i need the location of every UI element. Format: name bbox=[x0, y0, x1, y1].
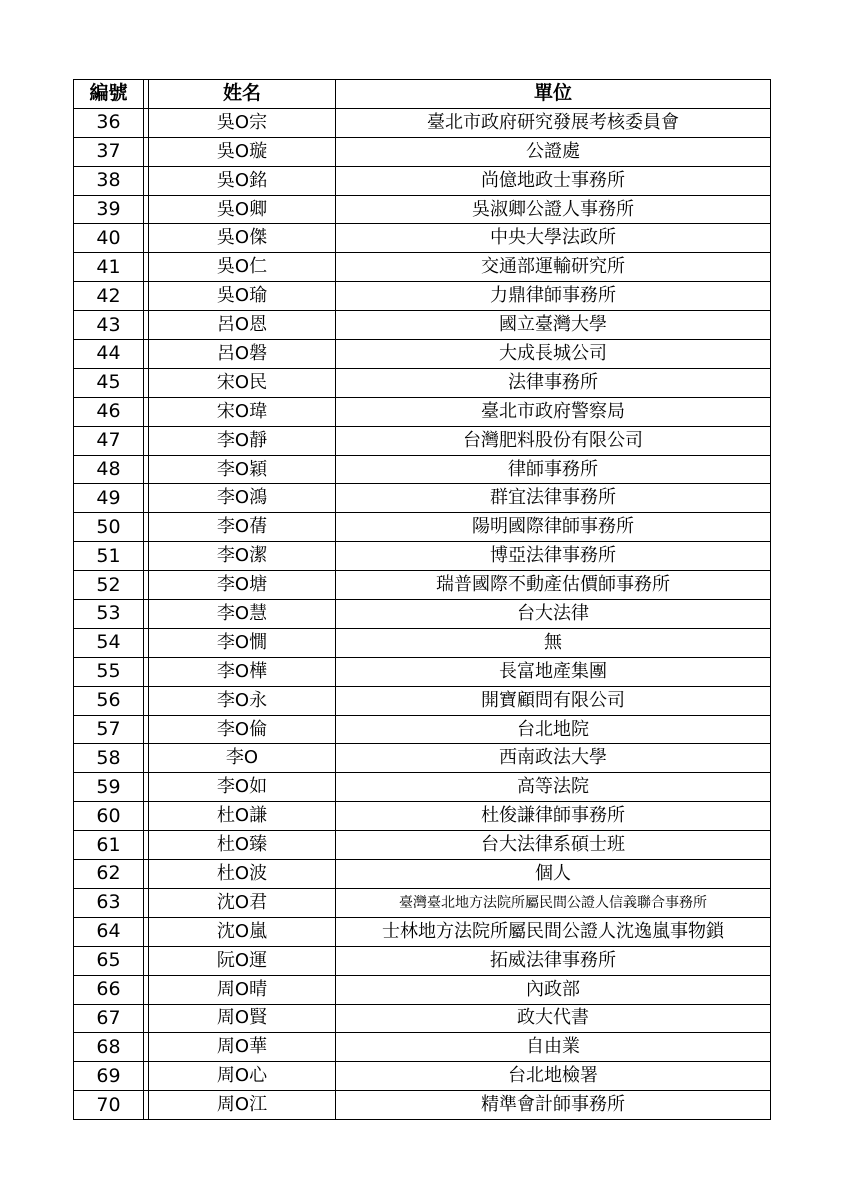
row-unit: 內政部 bbox=[336, 975, 771, 1004]
table-row bbox=[74, 340, 771, 369]
header-name: 姓名 bbox=[149, 80, 336, 109]
row-number: 68 bbox=[74, 1033, 144, 1062]
table-row bbox=[74, 1004, 771, 1033]
row-number: 56 bbox=[74, 686, 144, 715]
table-row bbox=[74, 484, 771, 513]
row-name: 李O憪 bbox=[149, 628, 336, 657]
row-number: 62 bbox=[74, 860, 144, 889]
table-row bbox=[74, 397, 771, 426]
row-unit: 國立臺灣大學 bbox=[336, 311, 771, 340]
table-row bbox=[74, 917, 771, 946]
row-number: 49 bbox=[74, 484, 144, 513]
table-row bbox=[74, 888, 771, 917]
table-row bbox=[74, 426, 771, 455]
row-number: 51 bbox=[74, 542, 144, 571]
table-row bbox=[74, 744, 771, 773]
row-number: 52 bbox=[74, 571, 144, 600]
header-unit: 單位 bbox=[336, 80, 771, 109]
row-unit: 拓威法律事務所 bbox=[336, 946, 771, 975]
row-name: 周O賢 bbox=[149, 1004, 336, 1033]
row-number: 55 bbox=[74, 657, 144, 686]
table-row bbox=[74, 802, 771, 831]
row-unit: 杜俊謙律師事務所 bbox=[336, 802, 771, 831]
row-name: 宋O瑋 bbox=[149, 397, 336, 426]
row-name: 吳O璇 bbox=[149, 137, 336, 166]
row-number: 64 bbox=[74, 917, 144, 946]
row-number: 63 bbox=[74, 888, 144, 917]
table-row bbox=[74, 224, 771, 253]
table-row bbox=[74, 831, 771, 860]
row-unit: 力鼎律師事務所 bbox=[336, 282, 771, 311]
row-name: 周O江 bbox=[149, 1091, 336, 1120]
row-unit: 法律事務所 bbox=[336, 368, 771, 397]
row-name: 杜O謙 bbox=[149, 802, 336, 831]
row-unit: 士林地方法院所屬民間公證人沈逸嵐事物鎖 bbox=[336, 917, 771, 946]
row-number: 39 bbox=[74, 195, 144, 224]
row-number: 47 bbox=[74, 426, 144, 455]
row-number: 54 bbox=[74, 628, 144, 657]
row-name: 李O永 bbox=[149, 686, 336, 715]
roster-table bbox=[73, 79, 771, 1120]
row-name: 李O樺 bbox=[149, 657, 336, 686]
row-unit: 個人 bbox=[336, 860, 771, 889]
row-name: 呂O恩 bbox=[149, 311, 336, 340]
row-name: 周O華 bbox=[149, 1033, 336, 1062]
row-unit: 臺北市政府警察局 bbox=[336, 397, 771, 426]
row-number: 67 bbox=[74, 1004, 144, 1033]
row-number: 42 bbox=[74, 282, 144, 311]
row-unit: 政大代書 bbox=[336, 1004, 771, 1033]
table-row bbox=[74, 195, 771, 224]
row-name: 吳O傑 bbox=[149, 224, 336, 253]
table-row bbox=[74, 542, 771, 571]
row-number: 69 bbox=[74, 1062, 144, 1091]
table-row bbox=[74, 513, 771, 542]
table-row bbox=[74, 108, 771, 137]
row-name: 吳O仁 bbox=[149, 253, 336, 282]
table-row bbox=[74, 600, 771, 629]
table-row bbox=[74, 571, 771, 600]
row-unit: 尚億地政士事務所 bbox=[336, 166, 771, 195]
row-number: 41 bbox=[74, 253, 144, 282]
row-number: 40 bbox=[74, 224, 144, 253]
row-number: 53 bbox=[74, 600, 144, 629]
row-number: 45 bbox=[74, 368, 144, 397]
row-name: 李O慧 bbox=[149, 600, 336, 629]
row-name: 李O鴻 bbox=[149, 484, 336, 513]
row-number: 36 bbox=[74, 108, 144, 137]
row-unit: 交通部運輸研究所 bbox=[336, 253, 771, 282]
table-row bbox=[74, 715, 771, 744]
table-row bbox=[74, 686, 771, 715]
row-number: 61 bbox=[74, 831, 144, 860]
row-name: 杜O波 bbox=[149, 860, 336, 889]
row-name: 李O穎 bbox=[149, 455, 336, 484]
table-row bbox=[74, 311, 771, 340]
row-unit: 博亞法律事務所 bbox=[336, 542, 771, 571]
row-name: 沈O嵐 bbox=[149, 917, 336, 946]
row-unit: 群宜法律事務所 bbox=[336, 484, 771, 513]
row-unit: 大成長城公司 bbox=[336, 340, 771, 369]
row-unit: 西南政法大學 bbox=[336, 744, 771, 773]
row-name: 吳O卿 bbox=[149, 195, 336, 224]
row-number: 44 bbox=[74, 340, 144, 369]
row-number: 43 bbox=[74, 311, 144, 340]
row-unit: 台大法律 bbox=[336, 600, 771, 629]
row-number: 48 bbox=[74, 455, 144, 484]
table-row bbox=[74, 946, 771, 975]
row-unit: 台灣肥料股份有限公司 bbox=[336, 426, 771, 455]
table-row bbox=[74, 368, 771, 397]
row-unit: 開寶顧問有限公司 bbox=[336, 686, 771, 715]
table-row bbox=[74, 860, 771, 889]
row-unit: 台北地院 bbox=[336, 715, 771, 744]
table-row bbox=[74, 137, 771, 166]
row-unit: 臺北市政府研究發展考核委員會 bbox=[336, 108, 771, 137]
row-number: 57 bbox=[74, 715, 144, 744]
row-unit: 臺灣臺北地方法院所屬民間公證人信義聯合事務所 bbox=[336, 888, 771, 917]
row-name: 杜O臻 bbox=[149, 831, 336, 860]
row-name: 李O蒨 bbox=[149, 513, 336, 542]
row-unit: 公證處 bbox=[336, 137, 771, 166]
row-unit: 自由業 bbox=[336, 1033, 771, 1062]
table-row bbox=[74, 975, 771, 1004]
row-name: 李O如 bbox=[149, 773, 336, 802]
row-number: 65 bbox=[74, 946, 144, 975]
table-row bbox=[74, 253, 771, 282]
row-name: 周O心 bbox=[149, 1062, 336, 1091]
row-name: 吳O瑜 bbox=[149, 282, 336, 311]
row-name: 呂O磐 bbox=[149, 340, 336, 369]
row-unit: 律師事務所 bbox=[336, 455, 771, 484]
row-number: 59 bbox=[74, 773, 144, 802]
row-name: 周O晴 bbox=[149, 975, 336, 1004]
row-number: 60 bbox=[74, 802, 144, 831]
row-name: 李O潔 bbox=[149, 542, 336, 571]
row-name: 阮O運 bbox=[149, 946, 336, 975]
row-name: 李O塘 bbox=[149, 571, 336, 600]
table-row bbox=[74, 1062, 771, 1091]
table-row bbox=[74, 628, 771, 657]
row-number: 38 bbox=[74, 166, 144, 195]
row-unit: 台大法律系碩士班 bbox=[336, 831, 771, 860]
row-number: 37 bbox=[74, 137, 144, 166]
table-row bbox=[74, 455, 771, 484]
table-row bbox=[74, 166, 771, 195]
table-row bbox=[74, 773, 771, 802]
row-name: 李O倫 bbox=[149, 715, 336, 744]
row-unit: 瑞普國際不動產估價師事務所 bbox=[336, 571, 771, 600]
table-row bbox=[74, 657, 771, 686]
table-row bbox=[74, 282, 771, 311]
row-name: 沈O君 bbox=[149, 888, 336, 917]
row-number: 66 bbox=[74, 975, 144, 1004]
row-name: 吳O宗 bbox=[149, 108, 336, 137]
row-number: 50 bbox=[74, 513, 144, 542]
header-number: 編號 bbox=[74, 80, 144, 109]
row-number: 58 bbox=[74, 744, 144, 773]
row-unit: 中央大學法政所 bbox=[336, 224, 771, 253]
table-row bbox=[74, 1033, 771, 1062]
row-unit: 台北地檢署 bbox=[336, 1062, 771, 1091]
row-name: 李O靜 bbox=[149, 426, 336, 455]
header-row bbox=[74, 80, 771, 109]
row-unit: 高等法院 bbox=[336, 773, 771, 802]
row-unit: 吳淑卿公證人事務所 bbox=[336, 195, 771, 224]
table-row bbox=[74, 1091, 771, 1120]
row-number: 70 bbox=[74, 1091, 144, 1120]
row-unit: 精準會計師事務所 bbox=[336, 1091, 771, 1120]
row-unit: 陽明國際律師事務所 bbox=[336, 513, 771, 542]
row-name: 吳O銘 bbox=[149, 166, 336, 195]
roster-body bbox=[74, 108, 771, 1119]
row-unit: 無 bbox=[336, 628, 771, 657]
row-number: 46 bbox=[74, 397, 144, 426]
row-name: 李O bbox=[149, 744, 336, 773]
row-name: 宋O民 bbox=[149, 368, 336, 397]
row-unit: 長富地產集團 bbox=[336, 657, 771, 686]
